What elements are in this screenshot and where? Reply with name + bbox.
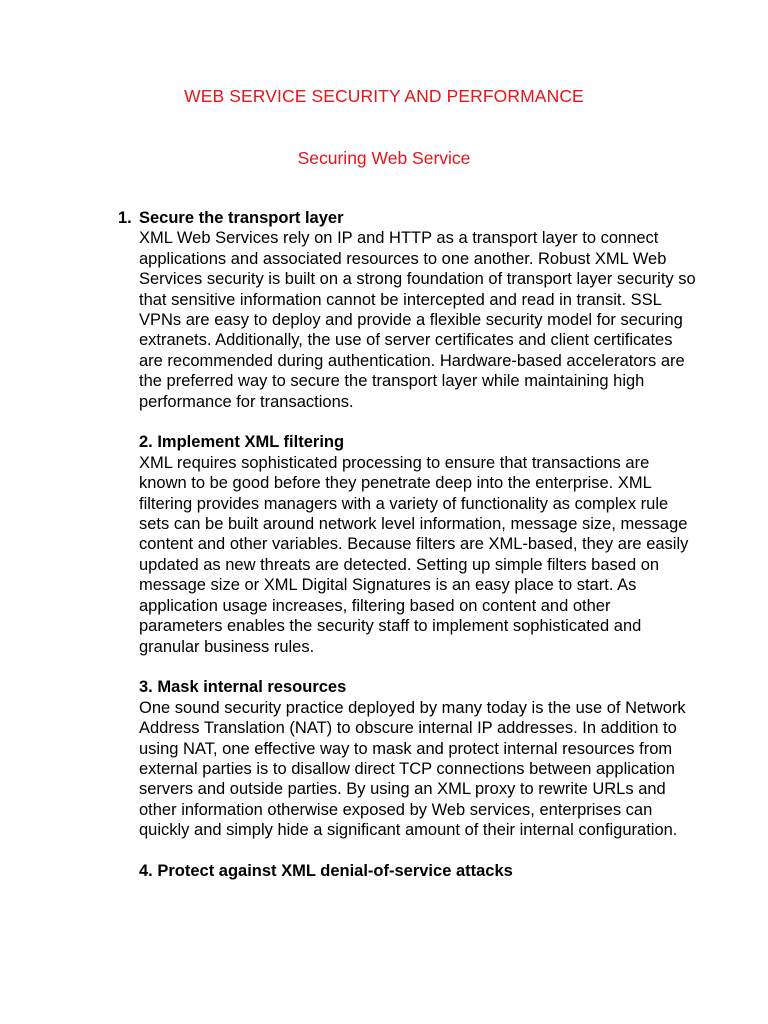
section-paragraph: XML Web Services rely on IP and HTTP as a transport layer to connect applications and associated resources to one another. Robust XML Web Services security is built on a strong foundation of transport layer security so that sensitive information cannot be intercepted and read in transit. SSL VPNs are easy to deploy and provide a flexible security model for securing extranets. Additionally, the use of server certificates and client certificates are recommended during authentication. Hardware-based accelerators are the preferred way to secure the transport layer while maintaining high performance for transactions. [139,229,696,411]
section-heading: 3. Mask internal resources [139,678,347,697]
document-subtitle: Securing Web Service [297,148,471,168]
section-heading [118,208,698,228]
section-xml-dos [118,861,698,881]
section-paragraph: One sound security practice deployed by many today is the use of Network Address Translation (NAT) to obscure internal IP addresses. In addition to using NAT, one effective way to mask and protect internal resources from external parties is to disallow direct TCP connections between application servers and outside parties. By using an XML proxy to rewrite URLs and other information otherwise exposed by Web services, enterprises can quickly and simply hide a significant amount of their internal configuration. [139,698,686,840]
section-mask-resources [118,677,698,840]
section-heading-text: Secure the transport layer [139,209,344,227]
section-number: 1. [118,209,132,227]
document-title: WEB SERVICE SECURITY AND PERFORMANCE [184,86,584,106]
section-heading: 4. Protect against XML denial-of-service attacks [139,861,513,880]
section-paragraph: XML requires sophisticated processing to ensure that transactions are known to be good before they penetrate deep into the enterprise. XML filtering provides managers with a variety of functionality as complex rule sets can be built around network level information, message size, message content and other variables. Because filters are XML-based, they are easily updated as new threats are detected. Setting up simple filters based on message size or XML Digital Signatures is an easy place to start. As application usage increases, filtering based on content and other parameters enables the security staff to implement sophisticated and granular business rules. [139,453,689,656]
section-heading: 2. Implement XML filtering [139,433,345,452]
section-transport-layer [118,208,698,412]
section-xml-filtering [118,432,698,656]
document-body [118,208,698,902]
